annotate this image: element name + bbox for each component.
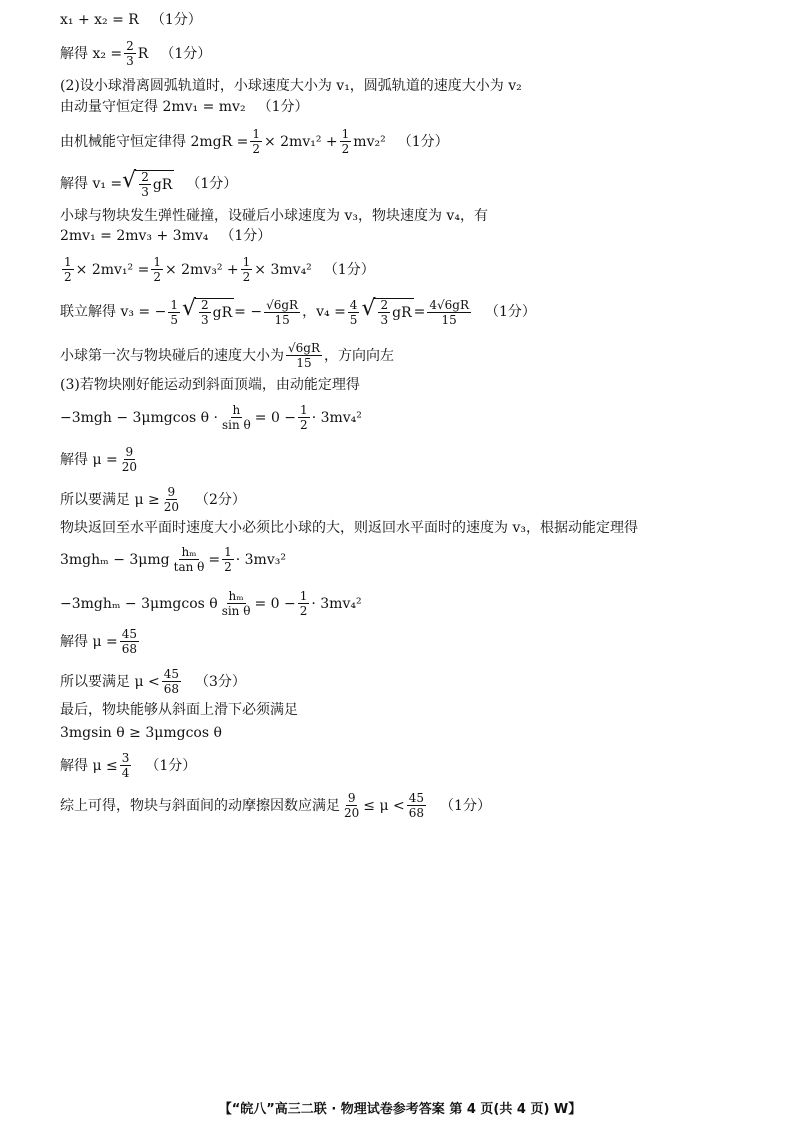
text: gR: [392, 304, 412, 321]
text: · 3mv₃²: [235, 551, 286, 568]
fraction: [120, 446, 139, 473]
line-20: [60, 668, 246, 695]
score: （1分）: [160, 45, 212, 62]
denominator: 3: [126, 54, 134, 68]
text: =: [208, 551, 221, 568]
numerator: hₘ: [181, 545, 197, 559]
text: −3mgh − 3μmgcos θ ·: [60, 409, 218, 426]
line-07: [60, 206, 488, 226]
text: 综上可得，物块与斜面间的动摩擦因数应满足: [60, 797, 340, 814]
denominator: 2: [299, 604, 308, 618]
fraction: [120, 628, 139, 655]
numerator: 1: [252, 127, 260, 141]
numerator: 4√6gR: [429, 297, 469, 312]
text: 解得 v₁ =: [60, 176, 123, 192]
numerator: 2: [380, 298, 389, 312]
fraction: [298, 404, 310, 431]
denominator: 5: [349, 312, 358, 327]
fraction: [378, 299, 390, 326]
text: 2mv₁ = 2mv₃ + 3mv₄: [60, 228, 209, 244]
denominator: 2: [153, 270, 161, 284]
text: 解得 μ =: [60, 451, 118, 468]
line-04: [60, 97, 309, 117]
fraction: [162, 668, 181, 695]
score: （1分）: [397, 133, 449, 150]
denominator: 2: [224, 560, 232, 574]
numerator: h: [232, 403, 241, 417]
denominator: 20: [163, 500, 180, 514]
text: gR: [212, 304, 233, 321]
text: 3mgsin θ ≥ 3μmgcos θ: [60, 725, 222, 741]
text: × 2mv₁² =: [75, 261, 150, 278]
numerator: 1: [170, 297, 178, 312]
denominator: 2: [252, 142, 260, 156]
fraction: [222, 546, 234, 573]
numerator: 2: [141, 170, 149, 184]
denominator: 5: [170, 312, 178, 327]
line-03: [60, 76, 522, 96]
text: 解得 μ =: [60, 633, 118, 650]
text: × 3mv₄²: [254, 261, 312, 278]
text: × 2mv₃² +: [164, 261, 239, 278]
score: （1分）: [186, 176, 238, 192]
denominator: 4: [121, 766, 130, 780]
line-22: [60, 723, 222, 743]
line-09: [60, 256, 375, 283]
denominator: 3: [201, 313, 209, 327]
numerator: 9: [347, 791, 356, 805]
square-root: √ $\frac{2}{3}$ gR: [181, 296, 233, 327]
numerator: √6gR: [266, 297, 299, 312]
numerator: 9: [167, 485, 176, 499]
fraction: [241, 256, 253, 283]
text: ，方向向左: [324, 347, 394, 364]
text: 所以要满足 μ ≥: [60, 491, 160, 508]
line-05: [60, 128, 449, 155]
text: −3mghₘ − 3μmgcos θ: [60, 595, 218, 612]
denominator: 68: [121, 642, 138, 656]
text: ≤ μ <: [363, 797, 405, 814]
line-02: [60, 40, 211, 67]
fraction: [220, 590, 253, 617]
line-18: [60, 590, 362, 617]
denominator: sin θ: [221, 604, 251, 618]
score: （1分）: [220, 228, 272, 244]
numerator: 9: [125, 445, 134, 459]
numerator: 2: [201, 298, 209, 312]
text: 解得 x₂ =: [60, 45, 123, 62]
numerator: 45: [163, 667, 180, 681]
text: (2)设小球滑离圆弧轨道时，小球速度大小为 v₁，圆弧轨道的速度大小为 v₂: [60, 78, 522, 94]
line-12: [60, 375, 360, 395]
line-06: [60, 170, 237, 198]
score: （2分）: [195, 491, 246, 508]
fraction: [407, 792, 426, 819]
line-23: [60, 752, 196, 779]
text: · 3mv₄²: [311, 595, 362, 612]
fraction: [199, 299, 211, 326]
fraction: [250, 128, 262, 155]
text: 小球与物块发生弹性碰撞，设碰后小球速度为 v₃，物块速度为 v₄，有: [60, 208, 488, 224]
numerator: 1: [341, 127, 350, 141]
square-root: √ $\frac{2}{3}$ gR: [122, 168, 173, 199]
fraction: [62, 256, 74, 283]
text: gR: [152, 176, 173, 193]
fraction: [348, 299, 360, 326]
denominator: 20: [344, 806, 360, 820]
denominator: 3: [141, 185, 149, 199]
text: 小球第一次与物块碰后的速度大小为: [60, 347, 284, 364]
text: 所以要满足 μ <: [60, 673, 160, 690]
score: （1分）: [323, 261, 375, 278]
fraction: [220, 404, 253, 431]
denominator: 68: [408, 806, 425, 820]
line-21: [60, 700, 298, 720]
score: （1分）: [145, 757, 197, 774]
score: （1分）: [485, 304, 536, 320]
text: 由机械能守恒定律得 2mgR =: [60, 133, 249, 150]
text: 3mghₘ − 3μmg: [60, 551, 170, 568]
numerator: 1: [299, 589, 308, 603]
denominator: 15: [274, 312, 290, 327]
text: 物块返回至水平面时速度大小必须比小球的大，则返回水平面时的速度为 v₃，根据动能定理得: [60, 520, 638, 536]
line-01: [60, 10, 202, 30]
fraction: [120, 752, 132, 779]
page-footer: 【“皖八”高三二联 · 物理试卷参考答案 第 4 页(共 4 页) W】: [218, 1102, 582, 1117]
denominator: 2: [242, 270, 251, 284]
denominator: 2: [64, 270, 72, 284]
line-13: [60, 404, 362, 431]
numerator: 3: [121, 751, 130, 765]
fraction: [427, 299, 471, 326]
fraction: [342, 792, 361, 819]
denominator: 20: [121, 460, 138, 474]
denominator: 2: [300, 418, 308, 432]
numerator: 1: [64, 255, 72, 269]
text: 最后，物块能够从斜面上滑下必须满足: [60, 702, 298, 718]
text: ，v₄ =: [302, 304, 346, 320]
fraction: [286, 342, 322, 369]
square-root: √ $\frac{2}{3}$ gR: [361, 296, 412, 327]
score: （1分）: [257, 99, 309, 115]
denominator: 3: [380, 313, 389, 327]
line-10: [60, 298, 536, 326]
fraction: [264, 299, 300, 326]
line-24: [60, 792, 491, 819]
numerator: 1: [153, 255, 161, 269]
text: mv₂²: [353, 133, 386, 150]
denominator: 15: [296, 356, 312, 370]
line-19: [60, 628, 141, 655]
line-15: [60, 486, 246, 513]
denominator: tan θ: [173, 560, 205, 574]
fraction: [151, 256, 163, 283]
line-11: [60, 342, 394, 369]
text: R: [137, 45, 149, 62]
score: （1分）: [150, 12, 202, 28]
fraction: [124, 40, 136, 67]
score: （3分）: [195, 673, 246, 690]
fraction: [172, 546, 207, 573]
denominator: 68: [163, 682, 180, 696]
text: (3)若物块刚好能运动到斜面顶端，由动能定理得: [60, 377, 360, 393]
numerator: 1: [242, 255, 251, 269]
fraction: [340, 128, 352, 155]
denominator: 15: [441, 312, 457, 327]
numerator: 45: [408, 791, 425, 805]
numerator: √6gR: [288, 341, 320, 355]
denominator: sin θ: [222, 418, 251, 432]
numerator: 2: [126, 39, 134, 53]
fraction: [162, 486, 181, 513]
text: × 2mv₁² +: [263, 133, 338, 150]
denominator: 2: [341, 142, 350, 156]
text: 由动量守恒定得 2mv₁ = mv₂: [60, 99, 246, 115]
score: （1分）: [440, 797, 491, 814]
text: = 0 −: [254, 409, 297, 426]
equation: x₁ + x₂ = R: [60, 12, 139, 28]
line-16: [60, 518, 638, 538]
line-17: [60, 546, 286, 573]
text: =: [413, 304, 426, 320]
text: 联立解得 v₃ = −: [60, 304, 167, 320]
numerator: 4: [349, 297, 358, 312]
text: · 3mv₄²: [311, 409, 362, 426]
numerator: 1: [224, 545, 232, 559]
fraction: [298, 590, 310, 617]
fraction: [139, 171, 151, 198]
line-14: [60, 446, 141, 473]
text: = 0 −: [254, 595, 296, 612]
fraction: [168, 299, 180, 326]
line-08: [60, 226, 271, 246]
numerator: 1: [300, 403, 308, 417]
text: = −: [234, 304, 263, 320]
text: 解得 μ ≤: [60, 757, 118, 774]
numerator: 45: [121, 627, 138, 641]
numerator: hₘ: [228, 589, 244, 603]
